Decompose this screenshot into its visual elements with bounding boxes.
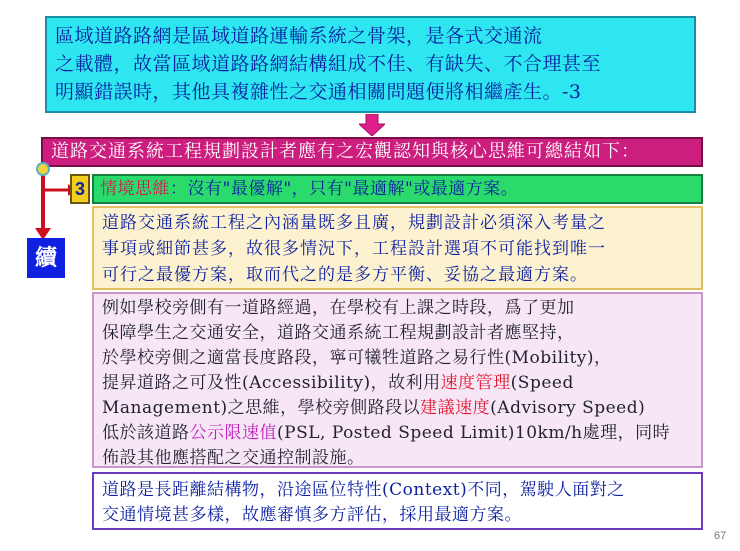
intro-text-box xyxy=(45,16,696,113)
posted-speed-limit-term: 公示限速值 xyxy=(189,423,277,443)
down-arrow-icon xyxy=(359,114,385,136)
example-line-6 xyxy=(102,421,695,446)
example-text: (PSL, Posted Speed Limit)10km/h處理，同時 xyxy=(277,423,671,443)
explanation-line-3: 可行之最優方案，取而代之的是多方平衡、妥協之最適方案。 xyxy=(102,265,588,285)
example-line-5 xyxy=(102,396,695,421)
example-text: 低於該道路 xyxy=(102,423,190,443)
intro-line-3: 明顯錯誤時，其他具複雜性之交通相關問題便將相繼產生。-3 xyxy=(55,81,582,103)
speed-management-term: 速度管理 xyxy=(440,373,511,393)
intro-line-2: 之載體，故當區域道路路網結構組成不佳、有缺失、不合理甚至 xyxy=(55,53,602,75)
intro-line-1: 區域道路路網是區域道路運輸系統之骨架，是各式交通流 xyxy=(55,25,543,47)
conclusion-box xyxy=(92,472,703,530)
continue-label: 續 xyxy=(27,238,65,278)
example-line-7: 佈設其他應搭配之交通控制設施。 xyxy=(102,448,365,468)
example-line-4 xyxy=(102,371,695,396)
item-heading-lead: 情境思維 xyxy=(100,179,170,199)
example-box xyxy=(92,292,703,468)
page-number: 67 xyxy=(714,530,727,542)
explanation-box xyxy=(92,206,703,290)
example-text: Management)之思維，學校旁側路段以 xyxy=(102,398,421,418)
node-dot-icon xyxy=(36,162,50,176)
example-text: (Advisory Speed) xyxy=(490,398,646,418)
item-number-badge: 3 xyxy=(70,174,90,204)
example-line-2: 保障學生之交通安全，道路交通系統工程規劃設計者應堅持， xyxy=(102,323,575,343)
item-heading xyxy=(92,174,703,204)
example-text: (Speed xyxy=(510,373,574,393)
advisory-speed-term: 建議速度 xyxy=(420,398,491,418)
item-heading-rest: ：沒有"最優解"，只有"最適解"或最適方案。 xyxy=(170,179,519,199)
summary-header: 道路交通系統工程規劃設計者應有之宏觀認知與核心思維可總結如下： xyxy=(41,137,703,167)
conclusion-line-1: 道路是長距離結構物，沿途區位特性(Context)不同，駕駛人面對之 xyxy=(102,480,625,500)
example-line-1: 例如學校旁側有一道路經過，在學校有上課之時段，爲了更加 xyxy=(102,298,575,318)
explanation-line-1: 道路交通系統工程之內涵量既多且廣，規劃設計必須深入考量之 xyxy=(102,213,606,233)
explanation-line-2: 事項或細節甚多，故很多情況下，工程設計選項不可能找到唯一 xyxy=(102,239,606,259)
conclusion-line-2: 交通情境甚多樣，故應審慎多方評估，採用最適方案。 xyxy=(102,505,522,525)
example-text: 提昇道路之可及性(Accessibility)，故利用 xyxy=(102,373,441,393)
example-line-3: 於學校旁側之適當長度路段，寧可犧牲道路之易行性(Mobility)， xyxy=(102,348,612,368)
